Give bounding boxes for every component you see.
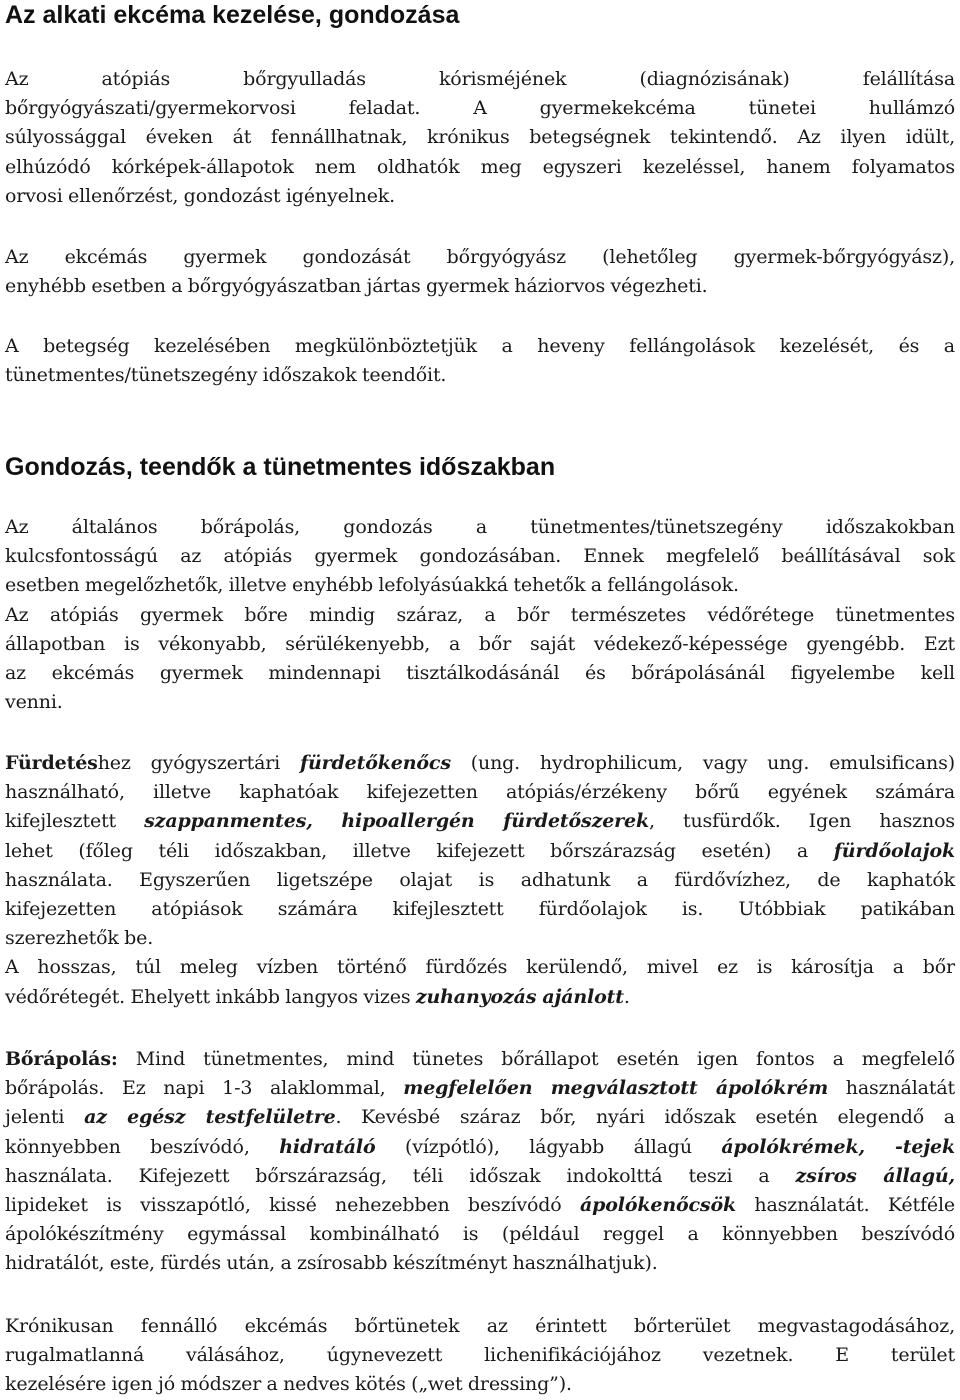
emphasis-term: zuhanyozás ajánlott (415, 985, 624, 1008)
text-line: kifejezetten atópiások számára kifejlesztett fürdőolajok is. Utóbbiak patikában (5, 898, 955, 921)
text-line: bőrgyógyászati/gyermekorvosi feladat. A gyermekekcéma tünetei hullámzó (5, 97, 955, 120)
intro-paragraph-3 (5, 332, 955, 390)
text-line: A hosszas, túl meleg vízben történő fürdőzés kerülendő, mivel ez is károsítja a bőr (5, 956, 955, 979)
text-run: könnyebben beszívódó, (5, 1135, 280, 1158)
text-line: súlyossággal éveken át fennállhatnak, krónikus betegségnek tekintendő. Az ilyen idült, (5, 126, 955, 149)
intro-paragraph-1 (5, 65, 955, 211)
text-line: Az atópiás gyermek bőre mindig száraz, a bőr természetes védőrétege tünetmentes (5, 603, 955, 626)
text-line: rugalmatlanná válásához, úgynevezett lichenifikációjához vezetnek. E terület (5, 1344, 955, 1367)
text-line (5, 837, 955, 866)
text-run: használatát. Kétféle (736, 1194, 955, 1217)
emphasis-term: ápolókrémek, -tejek (721, 1135, 955, 1158)
text-line: A betegség kezelésében megkülönböztetjük a heveny fellángolások kezelését, és a (5, 335, 955, 357)
text-line (5, 983, 955, 1012)
wet-dressing-paragraph (5, 1312, 955, 1400)
text-run: (ung. hydrophilicum, vagy ung. emulsificans) (450, 752, 955, 774)
text-line: használata. Egyszerűen ligetszépe olajat is adhatunk a fürdővízhez, de kaphatók (5, 868, 955, 891)
text-line: szerezhetők be. (5, 927, 154, 950)
intro-paragraph-2 (5, 243, 955, 301)
text-line: elhúzódó kórképek-állapotok nem oldhatók meg egyszeri kezeléssel, hanem folyamatos (5, 155, 955, 178)
bold-term: Bőrápolás: (5, 1048, 118, 1070)
skin-care-paragraph (5, 1045, 955, 1279)
text-line: Az ekcémás gyermek gondozását bőrgyógyász (lehetőleg gyermek-bőrgyógyász), (5, 246, 955, 268)
text-run: , tusfürdők. Igen hasznos (648, 810, 956, 833)
bathing-paragraph (5, 749, 955, 1012)
text-line: Az atópiás bőrgyulladás kórisméjének (diagnózisának) felállítása (5, 68, 955, 90)
text-run: védőrétegét. Ehelyett inkább langyos vizes (5, 985, 416, 1008)
text-line (5, 1074, 955, 1103)
text-run: . (623, 985, 630, 1008)
bold-term: Fürdetés (5, 752, 98, 774)
text-line: venni. (5, 691, 63, 714)
page-title: Az alkati ekcéma kezelése, gondozása (5, 1, 460, 29)
text-line (5, 749, 955, 778)
text-line (5, 807, 955, 836)
text-line: hidratálót, este, fürdés után, a zsírosabb készítményt használhatjuk). (5, 1252, 658, 1275)
text-line: használható, illetve kaphatóak kifejezetten atópiás/érzékeny bőrű egyének számára (5, 781, 955, 804)
text-line: tünetmentes/tünetszegény időszakok teendőit. (5, 364, 447, 387)
emphasis-term: hidratáló (279, 1135, 376, 1158)
text-run: (vízpótló), lágyabb állagú (375, 1135, 722, 1158)
text-line: kulcsfontosságú az atópiás gyermek gondozásában. Ennek megfelelő beállításával sok (5, 545, 955, 568)
text-line: állapotban is vékonyabb, sérülékenyebb, a bőr saját védekező-képessége gyengébb. Ezt (5, 632, 955, 655)
text-line: ápolókészítmény egymással kombinálható is (például reggel a könnyebben beszívódó (5, 1223, 955, 1246)
text-run: kifejlesztett (5, 810, 145, 833)
text-line: az ekcémás gyermek mindennapi tisztálkodásánál és bőrápolásánál figyelembe kell (5, 662, 955, 685)
text-line: enyhébb esetben a bőrgyógyászatban jártas gyermek háziorvos végezheti. (5, 275, 708, 298)
emphasis-term: az egész testfelületre (84, 1106, 336, 1129)
text-line: kezelésére igen jó módszer a nedves kötés („wet dressing”). (5, 1373, 572, 1396)
care-intro-paragraph (5, 513, 955, 717)
text-line (5, 1045, 955, 1074)
text-run: lehet (főleg téli időszakban, illetve kifejezett bőrszárazság esetén) a (5, 839, 834, 862)
emphasis-term: ápolókenőcsök (579, 1194, 737, 1217)
section-title: Gondozás, teendők a tünetmentes időszakban (5, 453, 556, 481)
text-run: . Kevésbé száraz bőr, nyári időszak esetén elegendő a (335, 1106, 955, 1129)
text-run: használata. Kifejezett bőrszárazság, téli időszak indokolttá teszi a (5, 1164, 796, 1187)
text-run: lipideket is visszapótló, kissé nehezebben beszívódó (5, 1194, 580, 1217)
emphasis-term: fürdetőkenőcs (299, 752, 451, 774)
text-run: használatát (828, 1077, 955, 1100)
emphasis-term: megfelelően megválasztott ápolókrém (403, 1077, 829, 1100)
text-line (5, 1191, 955, 1220)
text-run: hez gyógyszertári (97, 752, 300, 774)
emphasis-term: szappanmentes, hipoallergén fürdetőszerek (144, 810, 649, 833)
text-line: orvosi ellenőrzést, gondozást igényelnek. (5, 184, 396, 207)
emphasis-term: fürdőolajok (833, 839, 955, 862)
text-line: Krónikusan fennálló ekcémás bőrtünetek az érintett bőrterület megvastagodásához, (5, 1315, 955, 1337)
text-run: jelenti (5, 1106, 85, 1129)
text-run: Mind tünetmentes, mind tünetes bőrállapot esetén igen fontos a megfelelő (117, 1048, 955, 1070)
text-line: Az általános bőrápolás, gondozás a tünetmentes/tünetszegény időszakokban (5, 516, 955, 538)
text-run: bőrápolás. Ez napi 1-3 alaklommal, (5, 1077, 404, 1100)
text-line (5, 1103, 955, 1132)
text-line (5, 1162, 955, 1191)
text-line: esetben megelőzhetők, illetve enyhébb lefolyásúakká tehetők a fellángolások. (5, 574, 739, 597)
text-line (5, 1133, 955, 1162)
emphasis-term: zsíros állagú, (795, 1164, 956, 1187)
